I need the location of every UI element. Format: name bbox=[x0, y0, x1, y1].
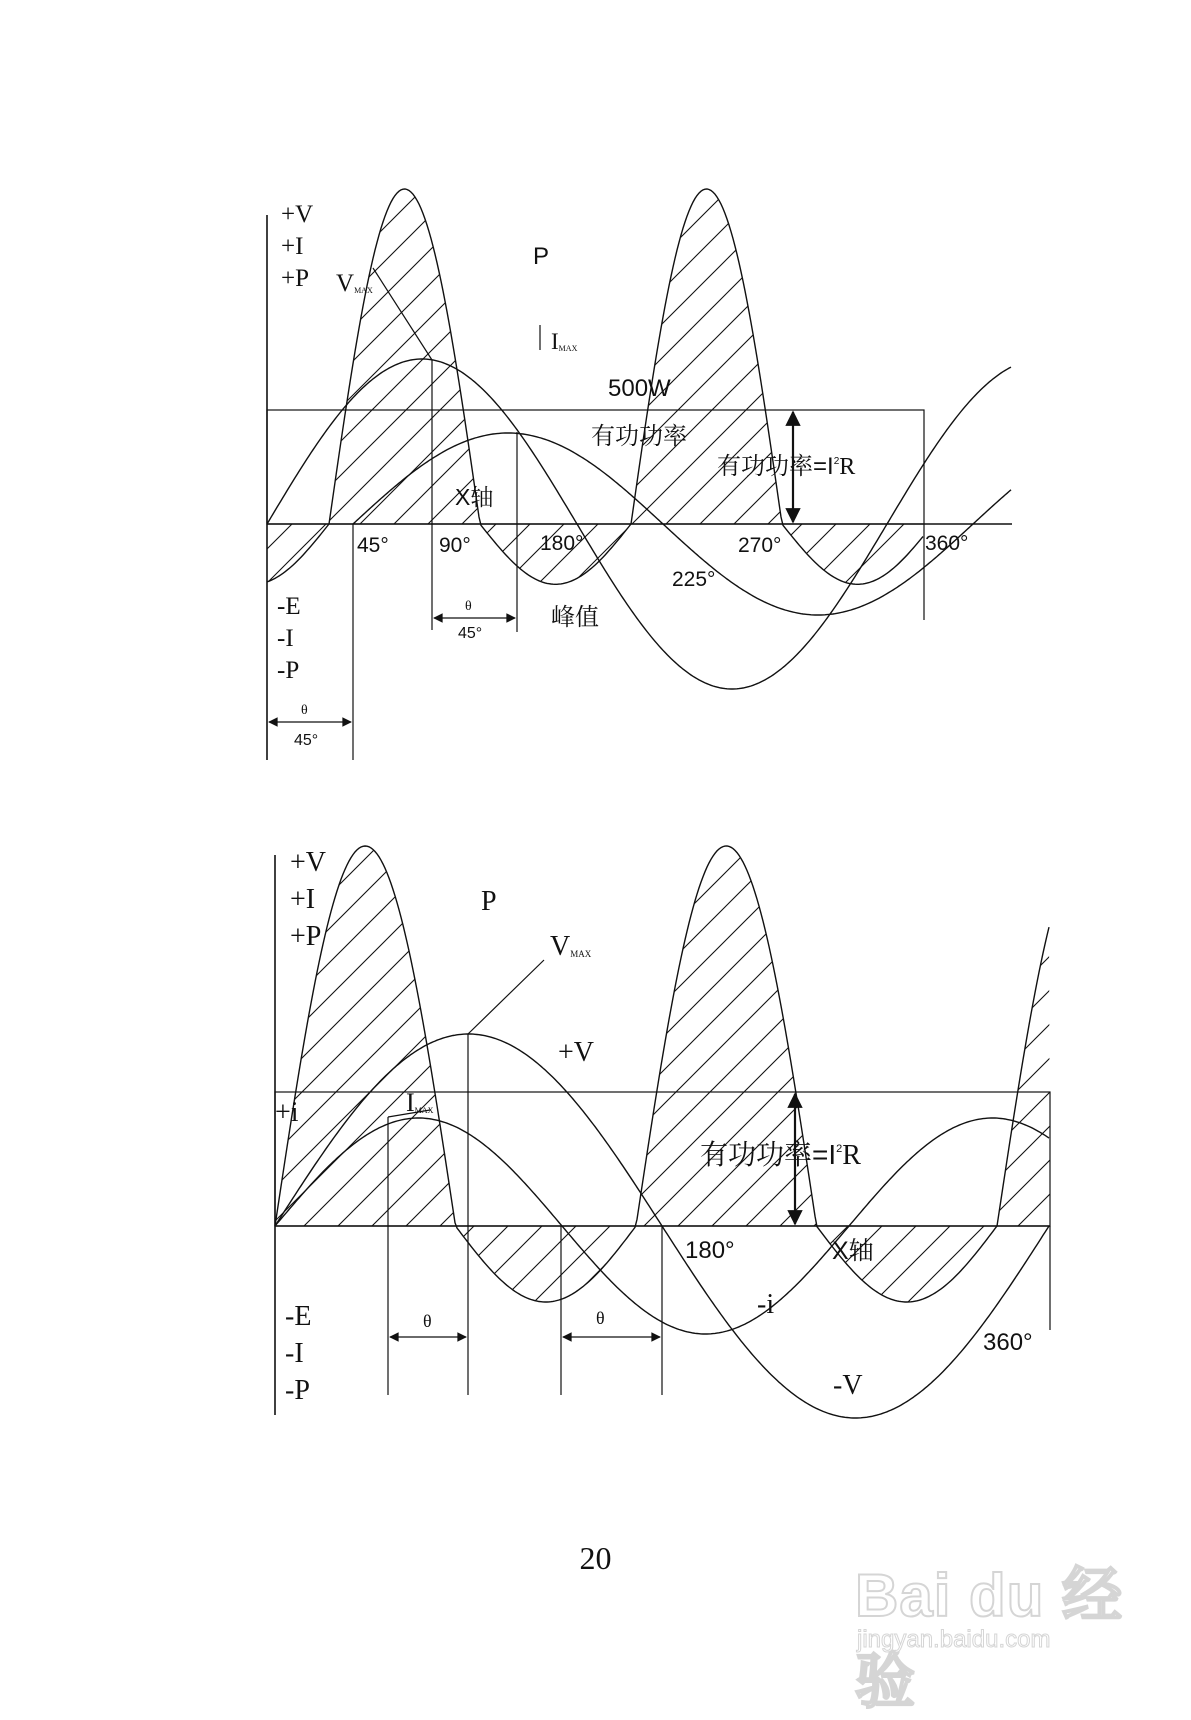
vmax-leader bbox=[468, 960, 544, 1034]
label-theta-phase: θ bbox=[301, 703, 308, 718]
label-theta-peak: θ bbox=[465, 599, 472, 614]
label-x-axis: X轴 bbox=[832, 1237, 874, 1265]
label-minus-i: -I bbox=[285, 1338, 304, 1369]
label-plus-i: +I bbox=[281, 233, 304, 260]
page-number: 20 bbox=[579, 1540, 612, 1576]
diagram-2 bbox=[275, 846, 1050, 1418]
tick-90: 90° bbox=[439, 534, 471, 557]
label-minus-e: -E bbox=[285, 1301, 312, 1332]
tick-225: 225° bbox=[672, 568, 716, 591]
tick-270: 270° bbox=[738, 534, 782, 557]
tick-45: 45° bbox=[357, 534, 389, 557]
label-plus-v: +V bbox=[290, 847, 327, 878]
label-vmax: VMAX bbox=[550, 931, 592, 962]
label-500w: 500W bbox=[608, 375, 671, 402]
label-imax: IMAX bbox=[551, 329, 578, 354]
label-active-power-formula: 有功功率$=I^2R$ bbox=[717, 453, 856, 480]
label-plus-v: +V bbox=[281, 201, 314, 228]
power-curve-hatched-area bbox=[267, 189, 924, 584]
label-current-curve: +i bbox=[275, 1097, 299, 1128]
label-power-p: P bbox=[533, 243, 550, 270]
tick-360: 360° bbox=[925, 532, 969, 555]
label-minus-i: -I bbox=[277, 625, 294, 652]
label-peak: 峰值 bbox=[551, 604, 599, 631]
label-minus-e: -E bbox=[277, 593, 301, 620]
label-minus-i-curve: -i bbox=[757, 1289, 775, 1320]
label-theta-peak-angle: 45° bbox=[458, 625, 483, 642]
label-minus-p: -P bbox=[277, 657, 300, 684]
label-voltage-curve: +V bbox=[558, 1037, 595, 1068]
diagram-1 bbox=[267, 189, 1012, 760]
label-active-power-formula: 有功功率$=I^2R$ bbox=[700, 1139, 861, 1171]
label-plus-i: +I bbox=[290, 884, 316, 915]
watermark-url: jingyan.baidu.com bbox=[857, 1626, 1051, 1653]
label-imax: IMAX bbox=[406, 1088, 434, 1117]
label-x-axis: X轴 bbox=[455, 484, 494, 510]
label-plus-p: +P bbox=[281, 265, 310, 292]
label-theta-phase-angle: 45° bbox=[294, 732, 319, 749]
tick-360: 360° bbox=[983, 1329, 1033, 1356]
label-power-p: P bbox=[481, 886, 497, 917]
label-theta-1: θ bbox=[423, 1311, 432, 1331]
label-active-power: 有功功率 bbox=[591, 423, 687, 450]
label-minus-v-curve: -V bbox=[833, 1370, 863, 1401]
tick-180: 180° bbox=[685, 1237, 735, 1264]
label-vmax: VMAX bbox=[336, 270, 373, 297]
baidu-watermark bbox=[845, 1508, 1145, 1715]
tick-180: 180° bbox=[540, 532, 584, 555]
watermark-logo: Bai du 经验 bbox=[855, 1562, 1124, 1715]
label-plus-p: +P bbox=[290, 921, 322, 952]
label-minus-p: -P bbox=[285, 1375, 310, 1406]
label-theta-2: θ bbox=[596, 1308, 605, 1328]
